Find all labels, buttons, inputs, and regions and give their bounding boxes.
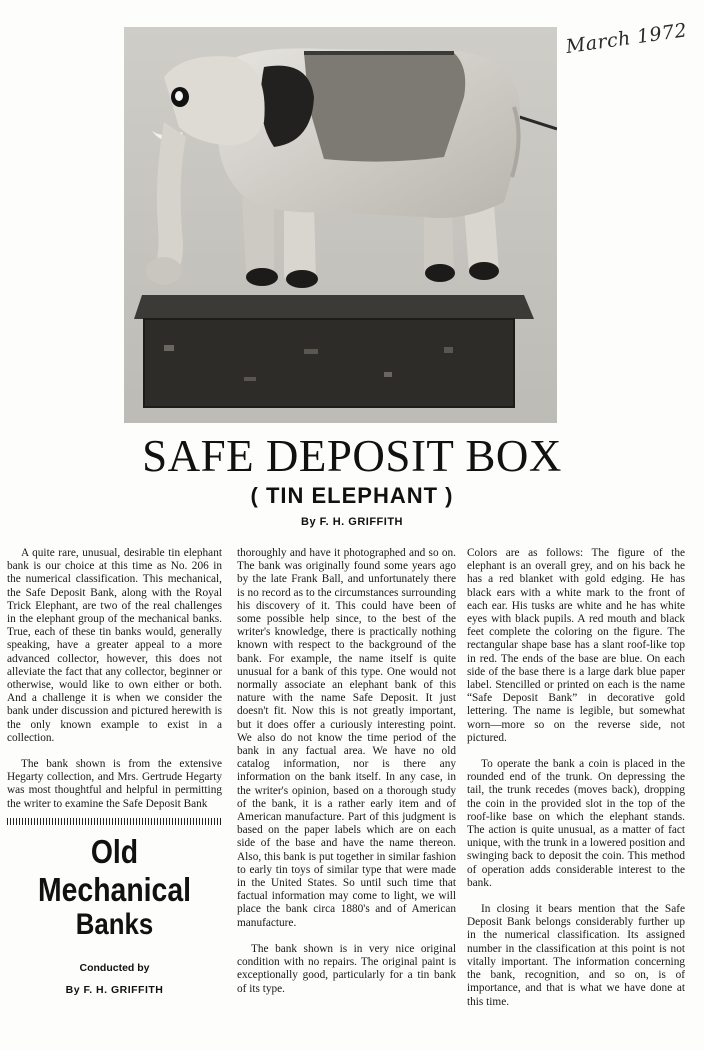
article-byline: By F. H. GRIFFITH	[301, 516, 403, 528]
article-subtitle: ( TIN ELEPHANT )	[250, 483, 454, 508]
department-title-line2: Banks	[75, 908, 154, 941]
paragraph: To operate the bank a coin is placed in the rounded end of the trunk. On depressing the tail, the trunk recedes (moves back), dropping the coin in the provided slot in the top of the roof-like base on which the elephant stands. The action is quite unusual, as a matter of fact unique, with the trunk in a lowered position and swinging back to deposit the coin. This method of operation adds considerable interest to the bank.	[467, 758, 685, 889]
section-divider	[7, 818, 222, 825]
paragraph: Colors are as follows: The figure of the elephant is an overall grey, and on his back he has a red blanket with gold edging. He has black ears with a white mark to the front of each ear. His tusks are white and he has white eyes with black pupils. A red mouth and black feet complete the coloring on the figure. The rectangular shape base has a slant roof-like top in red. The ends of the base are blue. On each side of the base there is a large dark blue paper label. Stencilled or printed on each is the name “Safe Deposit Bank” in decorative gold lettering. The name is legible, but somewhat worn—more so on the reverse side, not pictured.	[467, 547, 685, 744]
paragraph: In closing it bears mention that the Safe Deposit Bank belongs considerably further up in the numerical classification. Its assigned number in the classification at this point is not vitally important. The information concerning the bank, recognition, and so on, is of importance, and that is what we have done at this time.	[467, 903, 685, 1008]
article-title: SAFE DEPOSIT BOX	[142, 431, 562, 481]
article-column-2	[237, 547, 456, 996]
handwritten-date: March 1972	[564, 19, 689, 59]
article-column-1	[7, 547, 222, 811]
department-byline: By F. H. GRIFFITH	[65, 984, 164, 996]
paragraph: thoroughly and have it photographed and so on. The bank was originally found some years ago by the late Frank Ball, and unfortunately there is no record as to the circumstances surrounding his discovery of it. This could have been of some possible help since, to the best of the writer's knowledge, there is practically nothing known with respect to the background of the bank. For example, the name itself is quite unusual for a bank of this type. One would not normally associate an elephant bank of this nature with the name Safe Deposit. It just doesn't fit. Now this is not greatly important, but it does offer a curiously interesting point. We also do not know the time period of the bank in any factual area. We have no old catalog information, nor is there any information on the bank itself. In any case, in the writer's opinion, based on a thorough study of the bank, it is a rather early item and of American manufacture. Part of this judgment is based on the paper labels which are on each side of the base and have the name thereon. Also, this bank is put together in similar fashion to early tin toys of similar type that were made in the United States. So until such time that factual information may come to light, we will place the bank circa 1880's and of American manufacture.	[237, 547, 456, 929]
elephant-bank-illustration	[124, 27, 557, 423]
conducted-label: Conducted by	[79, 962, 150, 974]
department-title: Old Mechanical	[37, 833, 191, 908]
paragraph: The bank shown is from the extensive Hegarty collection, and Mrs. Gertrude Hegarty was most thoughtful and helpful in permitting the writer to examine the Safe Deposit Bank	[7, 758, 222, 810]
elephant-bank-photo	[124, 27, 557, 423]
paragraph: The bank shown is in very nice original condition with no repairs. The original paint is exceptionally good, particularly for a tin bank of its type.	[237, 942, 456, 995]
paragraph: A quite rare, unusual, desirable tin elephant bank is our choice at this time as No. 206 in the numerical classification. This mechanical, the Safe Deposit Bank, along with the Royal Trick Elephant, are two of the real challenges in the elephant group of the mechanical banks. True, each of these tin banks would, generally speaking, have a greater appeal to a more advanced collector, however, this does not alleviate the fact that any collector, beginner or otherwise, would like to own either or both. And a challenge it is when we consider the bank under discussion and pictured herewith is the only known example to exist in a collection.	[7, 547, 222, 744]
article-column-3	[467, 547, 685, 1009]
